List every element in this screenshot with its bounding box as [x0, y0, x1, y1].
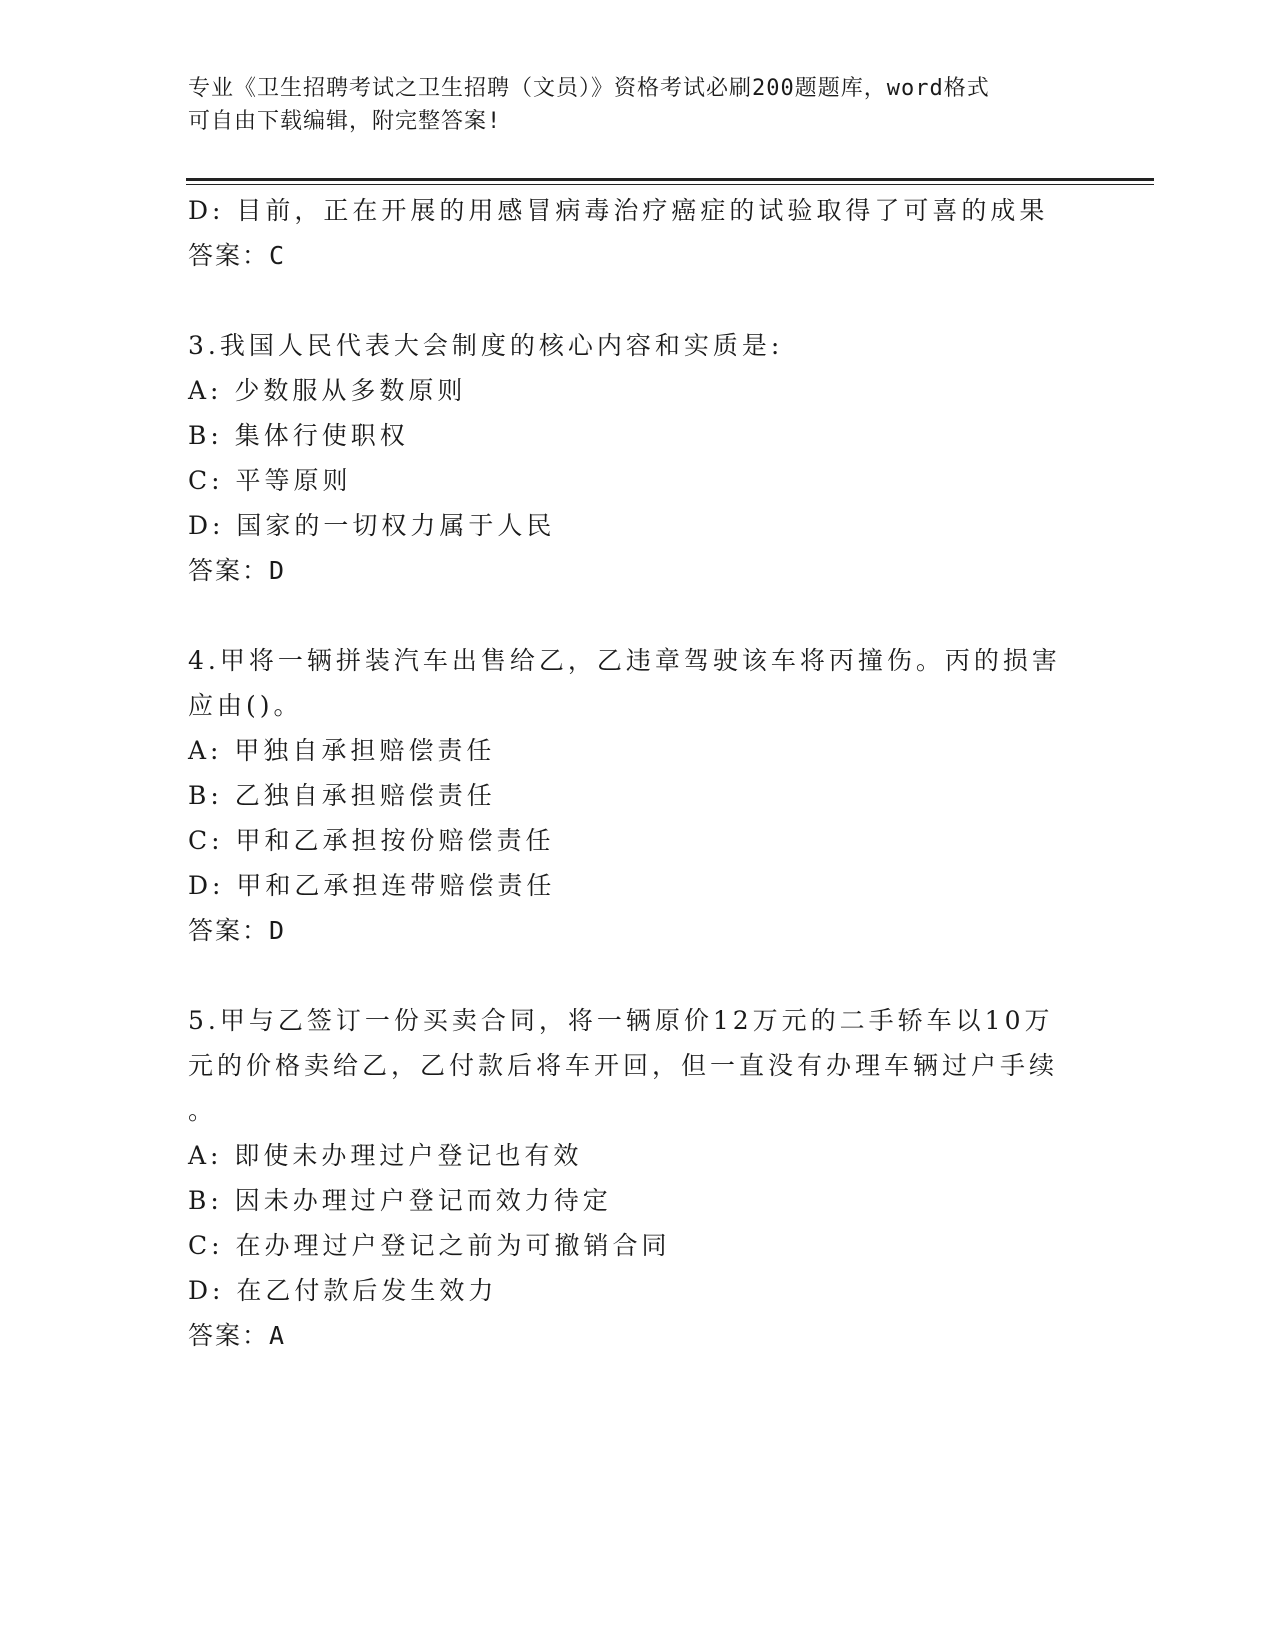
question-3: [188, 323, 1068, 593]
answer-line: 答案：D: [188, 556, 287, 585]
option-c: C: 平等原则: [188, 466, 352, 495]
option-c: C: 甲和乙承担按份赔偿责任: [188, 826, 555, 855]
question-5: [188, 998, 1068, 1358]
question-stem-line-2: 元的价格卖给乙，乙付款后将车开回，但一直没有办理车辆过户手续: [188, 1051, 1059, 1080]
option-d: D: 目前，正在开展的用感冒病毒治疗癌症的试验取得了可喜的成果: [188, 196, 1049, 225]
option-b: B: 集体行使职权: [188, 421, 409, 450]
option-c: C: 在办理过户登记之前为可撤销合同: [188, 1231, 671, 1260]
option-d: D: 国家的一切权力属于人民: [188, 511, 556, 540]
answer-line: 答案：A: [188, 1321, 287, 1350]
document-header: [188, 72, 1068, 138]
option-b: B: 因未办理过户登记而效力待定: [188, 1186, 612, 1215]
option-a: A: 即使未办理过户登记也有效: [188, 1141, 583, 1170]
question-stem-line-3: 。: [188, 1096, 218, 1125]
option-d: D: 甲和乙承担连带赔偿责任: [188, 871, 556, 900]
question-stem: 3.我国人民代表大会制度的核心内容和实质是:: [188, 331, 784, 360]
option-b: B: 乙独自承担赔偿责任: [188, 781, 496, 810]
question-content: [188, 188, 1068, 1358]
option-a: A: 少数服从多数原则: [188, 376, 467, 405]
question-stem-line-1: 4.甲将一辆拼装汽车出售给乙，乙违章驾驶该车将丙撞伤。丙的损害: [188, 646, 1061, 675]
header-rule-thick: [186, 178, 1154, 181]
header-title-line-2: 可自由下载编辑，附完整答案!: [188, 109, 502, 134]
question-4: [188, 638, 1068, 953]
header-title-line-1: 专业《卫生招聘考试之卫生招聘（文员）》资格考试必刷200题题库，word格式: [188, 76, 990, 101]
carryover-question: [188, 188, 1068, 278]
question-stem-line-1: 5.甲与乙签订一份买卖合同，将一辆原价12万元的二手轿车以10万: [188, 1006, 1054, 1035]
option-a: A: 甲独自承担赔偿责任: [188, 736, 496, 765]
header-rule-thin: [186, 184, 1154, 185]
answer-line: 答案：D: [188, 916, 287, 945]
question-stem-line-2: 应由()。: [188, 691, 303, 720]
option-d: D: 在乙付款后发生效力: [188, 1276, 498, 1305]
answer-line: 答案：C: [188, 241, 287, 270]
